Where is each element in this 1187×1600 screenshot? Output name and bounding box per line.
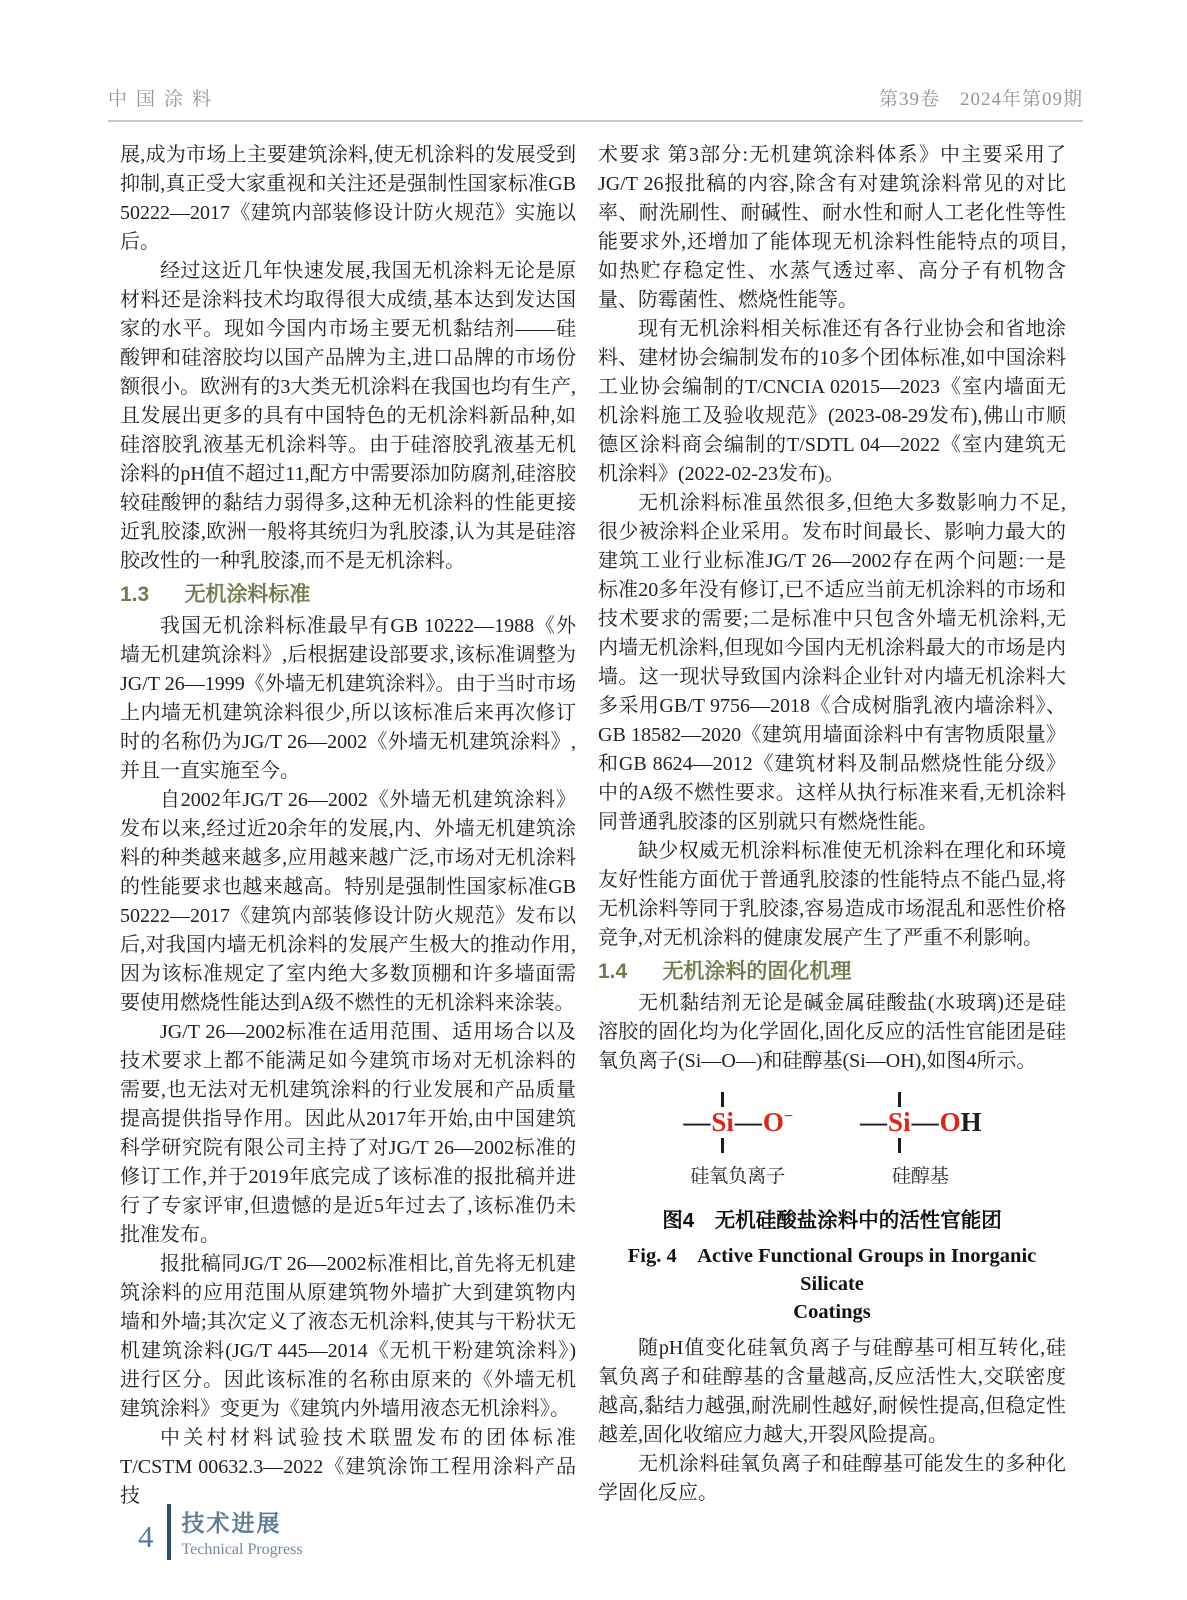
paragraph: 无机涂料标准虽然很多,但绝大多数影响力不足,很少被涂料企业采用。发布时间最长、影响力最大的建筑工业行业标准JG/T 26—2002存在两个问题:一是标准20多年没有修订,已不适应当前无机涂料的市场和技术要求的需要;二是标准中只包含外墙无机涂料,无内墙无机涂料,但现如今国内无机涂料最大的市场是内墙。这一现状导致国内涂料企业针对内墙无机涂料大多采用GB/T 9756—2018《合成树脂乳液内墙涂料》、GB 18582—2020《建筑用墙面涂料中有害物质限量》和GB 8624—2012《建筑材料及制品燃烧性能分级》中的A级不燃性要求。这样从执行标准来看,无机涂料同普通乳胶漆的区别就只有燃烧性能。 — [598, 492, 1066, 833]
chemical-structures — [598, 1090, 1066, 1191]
bond-dash: — — [911, 1107, 939, 1137]
figure-caption-zh: 图4 无机硅酸盐涂料中的活性官能团 — [662, 1209, 1002, 1232]
paragraph: 自2002年JG/T 26—2002《外墙无机建筑涂料》发布以来,经过近20余年的发展,内、外墙无机建筑涂料的种类越来越多,应用越来越广泛,市场对无机涂料的性能要求也越来越高。特别是强制性国家标准GB 50222—2017《建筑内部装修设计防火规范》发布以后,对我国内墙无机涂料的发展产生极大的推动作用,因为该标准规定了室内绝大多数顶棚和许多墙面需要使用燃烧性能达到A级不燃性的无机涂料来涂装。 — [120, 789, 576, 1014]
left-column — [120, 141, 576, 1511]
page-number: 4 — [138, 1519, 154, 1554]
paragraph: 现有无机涂料相关标准还有各行业协会和省地涂料、建材协会编制发布的10多个团体标准,如中国涂料工业协会编制的T/CNCIA 02015—2023《室内墙面无机涂料施工及验收规范》(2023-08-29发布),佛山市顺德区涂料商会编制的T/SDTL 04—2022《室内建筑无机涂料》(2022-02-23发布)。 — [598, 318, 1066, 485]
paragraph: 展,成为市场上主要建筑涂料,使无机涂料的发展受到抑制,真正受大家重视和关注还是强制性国家标准GB 50222—2017《建筑内部装修设计防火规范》实施以后。 — [120, 144, 576, 253]
page-footer — [138, 1504, 303, 1560]
bond-dash: — — [734, 1107, 762, 1137]
structure-label: 硅醇基 — [891, 1166, 949, 1187]
vertical-bond-icon — [898, 1138, 901, 1153]
paragraph: 中关村材料试验技术联盟发布的团体标准T/CSTM 00632.3—2022《建筑涂饰工程用涂料产品技 — [120, 1427, 576, 1507]
footer-section-zh: 技术进展 — [181, 1510, 282, 1536]
bond-dash: — — [860, 1107, 888, 1137]
paragraph: 随pH值变化硅氧负离子与硅醇基可相互转化,硅氧负离子和硅醇基的含量越高,反应活性大,交联密度越高,黏结力越强,耐洗刷性越好,耐候性提高,但稳定性越差,固化收缩应力越大,开裂风险提高。 — [598, 1337, 1066, 1446]
figure-number: 图4 — [662, 1209, 695, 1232]
paragraph: 无机涂料硅氧负离子和硅醇基可能发生的多种化学固化反应。 — [598, 1453, 1066, 1504]
hydroxyl-group: OH — [939, 1107, 982, 1137]
silicon-atom: Si — [711, 1107, 734, 1137]
silanol-structure — [859, 1090, 982, 1191]
section-heading-1-4 — [598, 957, 1066, 986]
volume-issue: 第39卷 2024年第09期 — [878, 89, 1083, 110]
vertical-bond-icon — [898, 1092, 901, 1107]
paragraph: 报批稿同JG/T 26—2002标准相比,首先将无机建筑涂料的应用范围从原建筑物外墙扩大到建筑物内墙和外墙;其次定义了液态无机涂料,使其与干粉状无机建筑涂料(JG/T 445—2014《无机干粉建筑涂料》)进行区分。因此该标准的名称由原来的《外墙无机建筑涂料》变更为《建筑内外墙用液态无机涂料》。 — [120, 1253, 576, 1420]
silicon-atom: Si — [888, 1107, 911, 1137]
right-column — [598, 141, 1066, 1511]
structure-label: 硅氧负离子 — [690, 1166, 786, 1187]
section-title: 无机涂料标准 — [184, 583, 311, 606]
bond-dash: — — [683, 1107, 711, 1137]
paragraph: JG/T 26—2002标准在适用范围、适用场合以及技术要求上都不能满足如今建筑市场对无机涂料的需要,也无法对无机建筑涂料的行业发展和产品质量提高提供指导作用。因此从2017年开始,由中国建筑科学研究院有限公司主持了对JG/T 26—2002标准的修订工作,并于2019年底完成了该标准的报批稿并进行了专家评审,但遗憾的是近5年过去了,该标准仍未批准发布。 — [120, 1021, 576, 1246]
paragraph: 缺少权威无机涂料标准使无机涂料在理化和环境友好性能方面优于普通乳胶漆的性能特点不能凸显,将无机涂料等同于乳胶漆,容易造成市场混乱和恶性价格竞争,对无机涂料的健康发展产生了严重不利影响。 — [598, 840, 1066, 949]
section-number: 1.3 — [120, 583, 150, 606]
paragraph: 经过这近几年快速发展,我国无机涂料无论是原材料还是涂料技术均取得很大成绩,基本达到发达国家的水平。现如今国内市场主要无机黏结剂——硅酸钾和硅溶胶均以国产品牌为主,进口品牌的市场份额很小。欧洲有的3大类无机涂料在我国也均有生产,且发展出更多的具有中国特色的无机涂料新品种,如硅溶胶乳液基无机涂料等。由于硅溶胶乳液基无机涂料的pH值不超过11,配方中需要添加防腐剂,硅溶胶较硅酸钾的黏结力弱得多,这种无机涂料的性能更接近乳胶漆,欧洲一般将其统归为乳胶漆,认为其是硅溶胶改性的一种乳胶漆,而不是无机涂料。 — [120, 260, 576, 572]
section-title: 无机涂料的固化机理 — [662, 960, 852, 983]
figure-4 — [598, 1090, 1066, 1326]
footer-divider — [167, 1504, 171, 1560]
paragraph: 无机黏结剂无论是碱金属硅酸盐(水玻璃)还是硅溶胶的固化均为化学固化,固化反应的活性官能团是硅氧负离子(Si—O—)和硅醇基(Si—OH),如图4所示。 — [598, 992, 1066, 1072]
footer-section-en: Technical Progress — [181, 1541, 303, 1558]
paragraph: 我国无机涂料标准最早有GB 10222—1988《外墙无机建筑涂料》,后根据建设部要求,该标准调整为JG/T 26—1999《外墙无机建筑涂料》。由于当时市场上内墙无机建筑涂料很少,所以该标准后来再次修订时的名称仍为JG/T 26—2002《外墙无机建筑涂料》,并且一直实施至今。 — [120, 615, 576, 782]
section-number: 1.4 — [598, 960, 628, 983]
figure-caption-en: Fig. 4 Active Functional Groups in Inorganic Silicate Coatings — [627, 1245, 1037, 1323]
vertical-bond-icon — [721, 1092, 724, 1107]
paragraph: 术要求 第3部分:无机建筑涂料体系》中主要采用了JG/T 26报批稿的内容,除含有对建筑涂料常见的对比率、耐洗刷性、耐碱性、耐水性和耐人工老化性等性能要求外,还增加了能体现无机涂料性能特点的项目,如热贮存稳定性、水蒸气透过率、高分子有机物含量、防霉菌性、燃烧性能等。 — [598, 144, 1066, 311]
oxygen-anion: O− — [762, 1107, 794, 1137]
siloxy-anion-structure — [682, 1090, 793, 1191]
vertical-bond-icon — [721, 1138, 724, 1153]
page-header — [108, 84, 1083, 122]
journal-name: 中国涂料 — [108, 89, 221, 110]
section-heading-1-3 — [120, 580, 576, 609]
two-column-body — [120, 141, 1066, 1511]
